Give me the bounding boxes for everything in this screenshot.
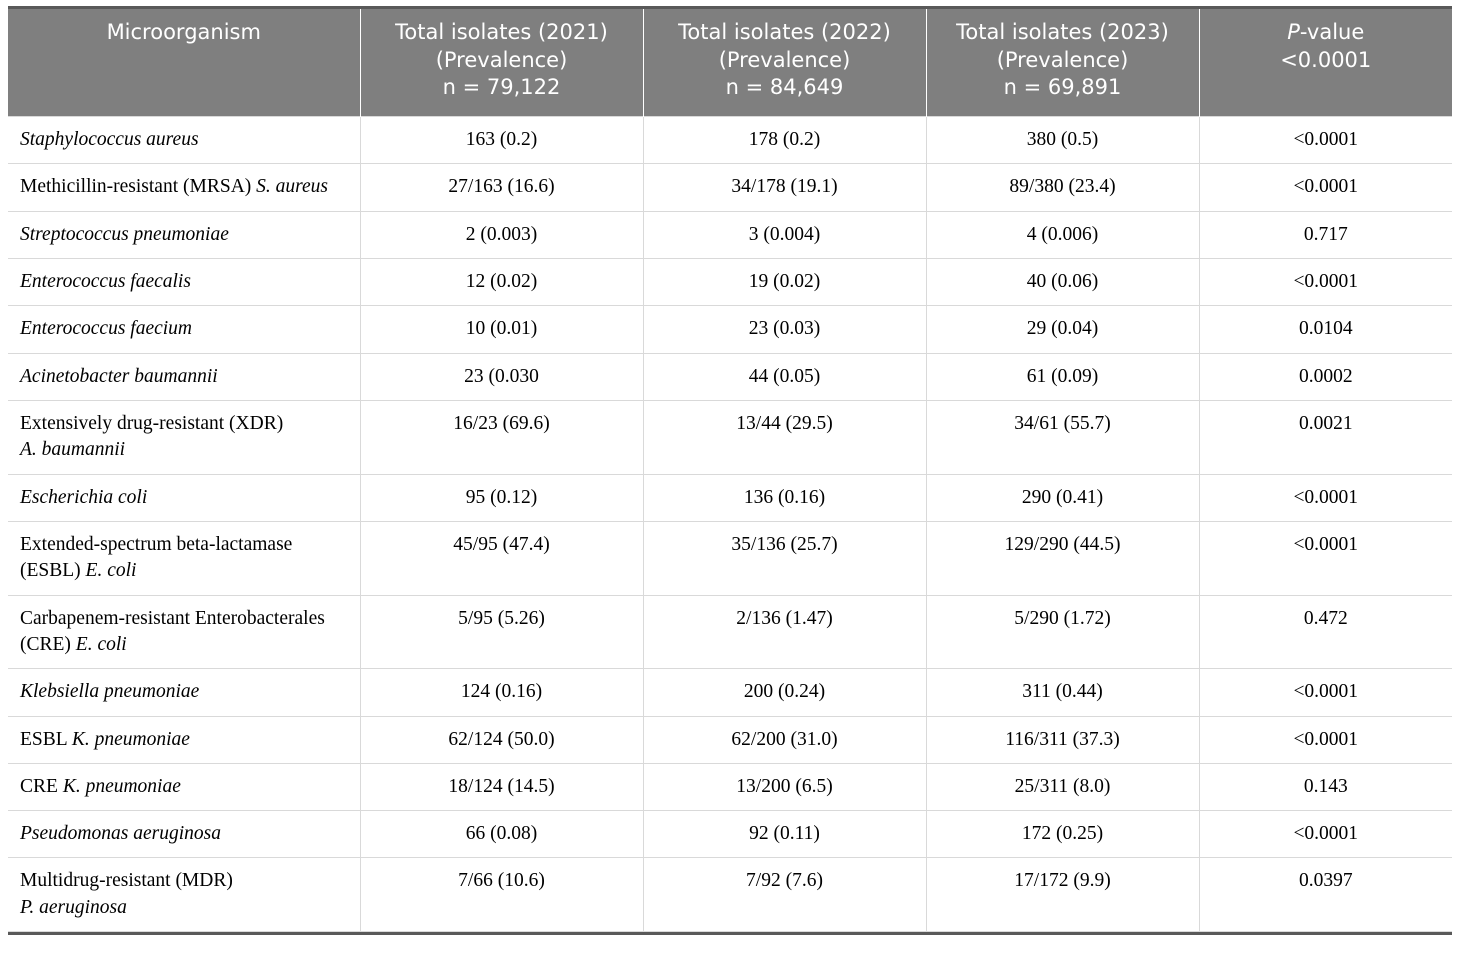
table-row	[8, 474, 1452, 521]
table-row	[8, 117, 1452, 164]
cell-organism	[8, 811, 360, 858]
cell-2022: 62/200 (31.0)	[643, 716, 926, 763]
column-header-2021	[360, 9, 643, 117]
cell-2022: 7/92 (7.6)	[643, 858, 926, 932]
cell-2022: 178 (0.2)	[643, 117, 926, 164]
cell-organism	[8, 474, 360, 521]
cell-2021: 27/163 (16.6)	[360, 164, 643, 211]
organism-name-line2: A. baumannii	[20, 439, 126, 461]
cell-2023: 311 (0.44)	[926, 669, 1199, 716]
cell-2022: 35/136 (25.7)	[643, 521, 926, 595]
table-row	[8, 595, 1452, 669]
cell-pvalue: <0.0001	[1199, 259, 1452, 306]
table-row	[8, 211, 1452, 258]
header-line-2: (Prevalence)	[435, 47, 568, 72]
table-row	[8, 811, 1452, 858]
cell-pvalue: 0.0104	[1199, 306, 1452, 353]
organism-name: Carbapenem-resistant Enterobacterales	[20, 607, 325, 629]
cell-2023: 380 (0.5)	[926, 117, 1199, 164]
organism-name: Extended-spectrum beta-lactamase	[20, 533, 293, 555]
cell-2021: 23 (0.030	[360, 353, 643, 400]
cell-pvalue: <0.0001	[1199, 521, 1452, 595]
cell-organism	[8, 716, 360, 763]
microorganism-prevalence-table	[8, 9, 1452, 932]
header-line-3: n = 84,649	[725, 75, 844, 100]
cell-pvalue: <0.0001	[1199, 811, 1452, 858]
cell-organism	[8, 164, 360, 211]
cell-2022: 13/44 (29.5)	[643, 401, 926, 475]
header-line-3: n = 69,891	[1003, 75, 1122, 100]
header-line-1: Total isolates (2023)	[956, 20, 1169, 44]
column-header-2023	[926, 9, 1199, 117]
cell-2023: 116/311 (37.3)	[926, 716, 1199, 763]
organism-name-line2: (CRE) E. coli	[20, 633, 127, 655]
cell-2023: 172 (0.25)	[926, 811, 1199, 858]
organism-name: Pseudomonas aeruginosa	[20, 823, 221, 845]
cell-organism	[8, 763, 360, 810]
cell-pvalue: 0.0397	[1199, 858, 1452, 932]
organism-name-line2: P. aeruginosa	[20, 896, 127, 918]
organism-name: Staphylococcus aureus	[20, 129, 199, 151]
cell-2022: 19 (0.02)	[643, 259, 926, 306]
organism-name: Extensively drug-resistant (XDR)	[20, 413, 284, 435]
cell-organism	[8, 858, 360, 932]
header-line-2: (Prevalence)	[996, 47, 1129, 72]
cell-2023: 61 (0.09)	[926, 353, 1199, 400]
organism-name: Enterococcus faecalis	[20, 271, 191, 293]
cell-2021: 66 (0.08)	[360, 811, 643, 858]
column-header-2022	[643, 9, 926, 117]
table-header	[8, 9, 1452, 117]
organism-name: ESBL K. pneumoniae	[20, 728, 190, 750]
table-row	[8, 716, 1452, 763]
cell-2021: 12 (0.02)	[360, 259, 643, 306]
organism-name: Multidrug-resistant (MDR)	[20, 870, 233, 892]
organism-name: Escherichia coli	[20, 486, 148, 508]
cell-organism	[8, 306, 360, 353]
organism-name: Enterococcus faecium	[20, 318, 193, 340]
table-row	[8, 164, 1452, 211]
header-line-1: Total isolates (2022)	[678, 20, 891, 44]
table-row	[8, 306, 1452, 353]
cell-organism	[8, 117, 360, 164]
organism-name: CRE K. pneumoniae	[20, 775, 181, 797]
cell-2022: 92 (0.11)	[643, 811, 926, 858]
cell-pvalue: <0.0001	[1199, 474, 1452, 521]
header-line-1: P-value	[1287, 20, 1365, 44]
cell-organism	[8, 211, 360, 258]
cell-2023: 34/61 (55.7)	[926, 401, 1199, 475]
column-header-microorganism	[8, 9, 360, 117]
cell-2023: 17/172 (9.9)	[926, 858, 1199, 932]
header-line-1: Microorganism	[106, 20, 261, 44]
cell-2022: 13/200 (6.5)	[643, 763, 926, 810]
organism-name: Methicillin-resistant (MRSA) S. aureus	[20, 176, 329, 198]
organism-name: Streptococcus pneumoniae	[20, 223, 229, 245]
header-line-2: <0.0001	[1280, 47, 1372, 72]
table-row	[8, 858, 1452, 932]
cell-2023: 290 (0.41)	[926, 474, 1199, 521]
organism-name-line2: (ESBL) E. coli	[20, 560, 137, 582]
table-row	[8, 763, 1452, 810]
cell-2021: 163 (0.2)	[360, 117, 643, 164]
cell-2021: 16/23 (69.6)	[360, 401, 643, 475]
table-body	[8, 117, 1452, 932]
cell-2021: 18/124 (14.5)	[360, 763, 643, 810]
cell-pvalue: 0.0002	[1199, 353, 1452, 400]
cell-organism	[8, 669, 360, 716]
cell-2021: 124 (0.16)	[360, 669, 643, 716]
cell-2022: 34/178 (19.1)	[643, 164, 926, 211]
organism-name: Klebsiella pneumoniae	[20, 681, 200, 703]
cell-2023: 25/311 (8.0)	[926, 763, 1199, 810]
cell-2022: 23 (0.03)	[643, 306, 926, 353]
table-row	[8, 669, 1452, 716]
header-line-2: (Prevalence)	[718, 47, 851, 72]
table-row	[8, 259, 1452, 306]
cell-2021: 45/95 (47.4)	[360, 521, 643, 595]
header-line-3: n = 79,122	[442, 75, 561, 100]
table-row	[8, 521, 1452, 595]
cell-2023: 40 (0.06)	[926, 259, 1199, 306]
cell-pvalue: <0.0001	[1199, 164, 1452, 211]
cell-2023: 29 (0.04)	[926, 306, 1199, 353]
cell-organism	[8, 401, 360, 475]
cell-2021: 5/95 (5.26)	[360, 595, 643, 669]
cell-2021: 7/66 (10.6)	[360, 858, 643, 932]
table-bottom-rule	[8, 932, 1452, 935]
cell-2021: 95 (0.12)	[360, 474, 643, 521]
cell-organism	[8, 595, 360, 669]
cell-2022: 136 (0.16)	[643, 474, 926, 521]
cell-2021: 62/124 (50.0)	[360, 716, 643, 763]
cell-organism	[8, 353, 360, 400]
cell-2022: 44 (0.05)	[643, 353, 926, 400]
cell-2022: 200 (0.24)	[643, 669, 926, 716]
cell-2022: 3 (0.004)	[643, 211, 926, 258]
cell-2021: 10 (0.01)	[360, 306, 643, 353]
cell-2022: 2/136 (1.47)	[643, 595, 926, 669]
cell-pvalue: <0.0001	[1199, 716, 1452, 763]
cell-pvalue: 0.717	[1199, 211, 1452, 258]
table-row	[8, 353, 1452, 400]
cell-pvalue: <0.0001	[1199, 117, 1452, 164]
cell-pvalue: 0.143	[1199, 763, 1452, 810]
cell-2021: 2 (0.003)	[360, 211, 643, 258]
table-row	[8, 401, 1452, 475]
cell-2023: 89/380 (23.4)	[926, 164, 1199, 211]
cell-pvalue: 0.0021	[1199, 401, 1452, 475]
header-line-1: Total isolates (2021)	[395, 20, 608, 44]
cell-2023: 129/290 (44.5)	[926, 521, 1199, 595]
column-header-pvalue	[1199, 9, 1452, 117]
header-row	[8, 9, 1452, 117]
cell-2023: 4 (0.006)	[926, 211, 1199, 258]
cell-pvalue: 0.472	[1199, 595, 1452, 669]
cell-2023: 5/290 (1.72)	[926, 595, 1199, 669]
cell-organism	[8, 521, 360, 595]
cell-organism	[8, 259, 360, 306]
cell-pvalue: <0.0001	[1199, 669, 1452, 716]
organism-name: Acinetobacter baumannii	[20, 365, 218, 387]
